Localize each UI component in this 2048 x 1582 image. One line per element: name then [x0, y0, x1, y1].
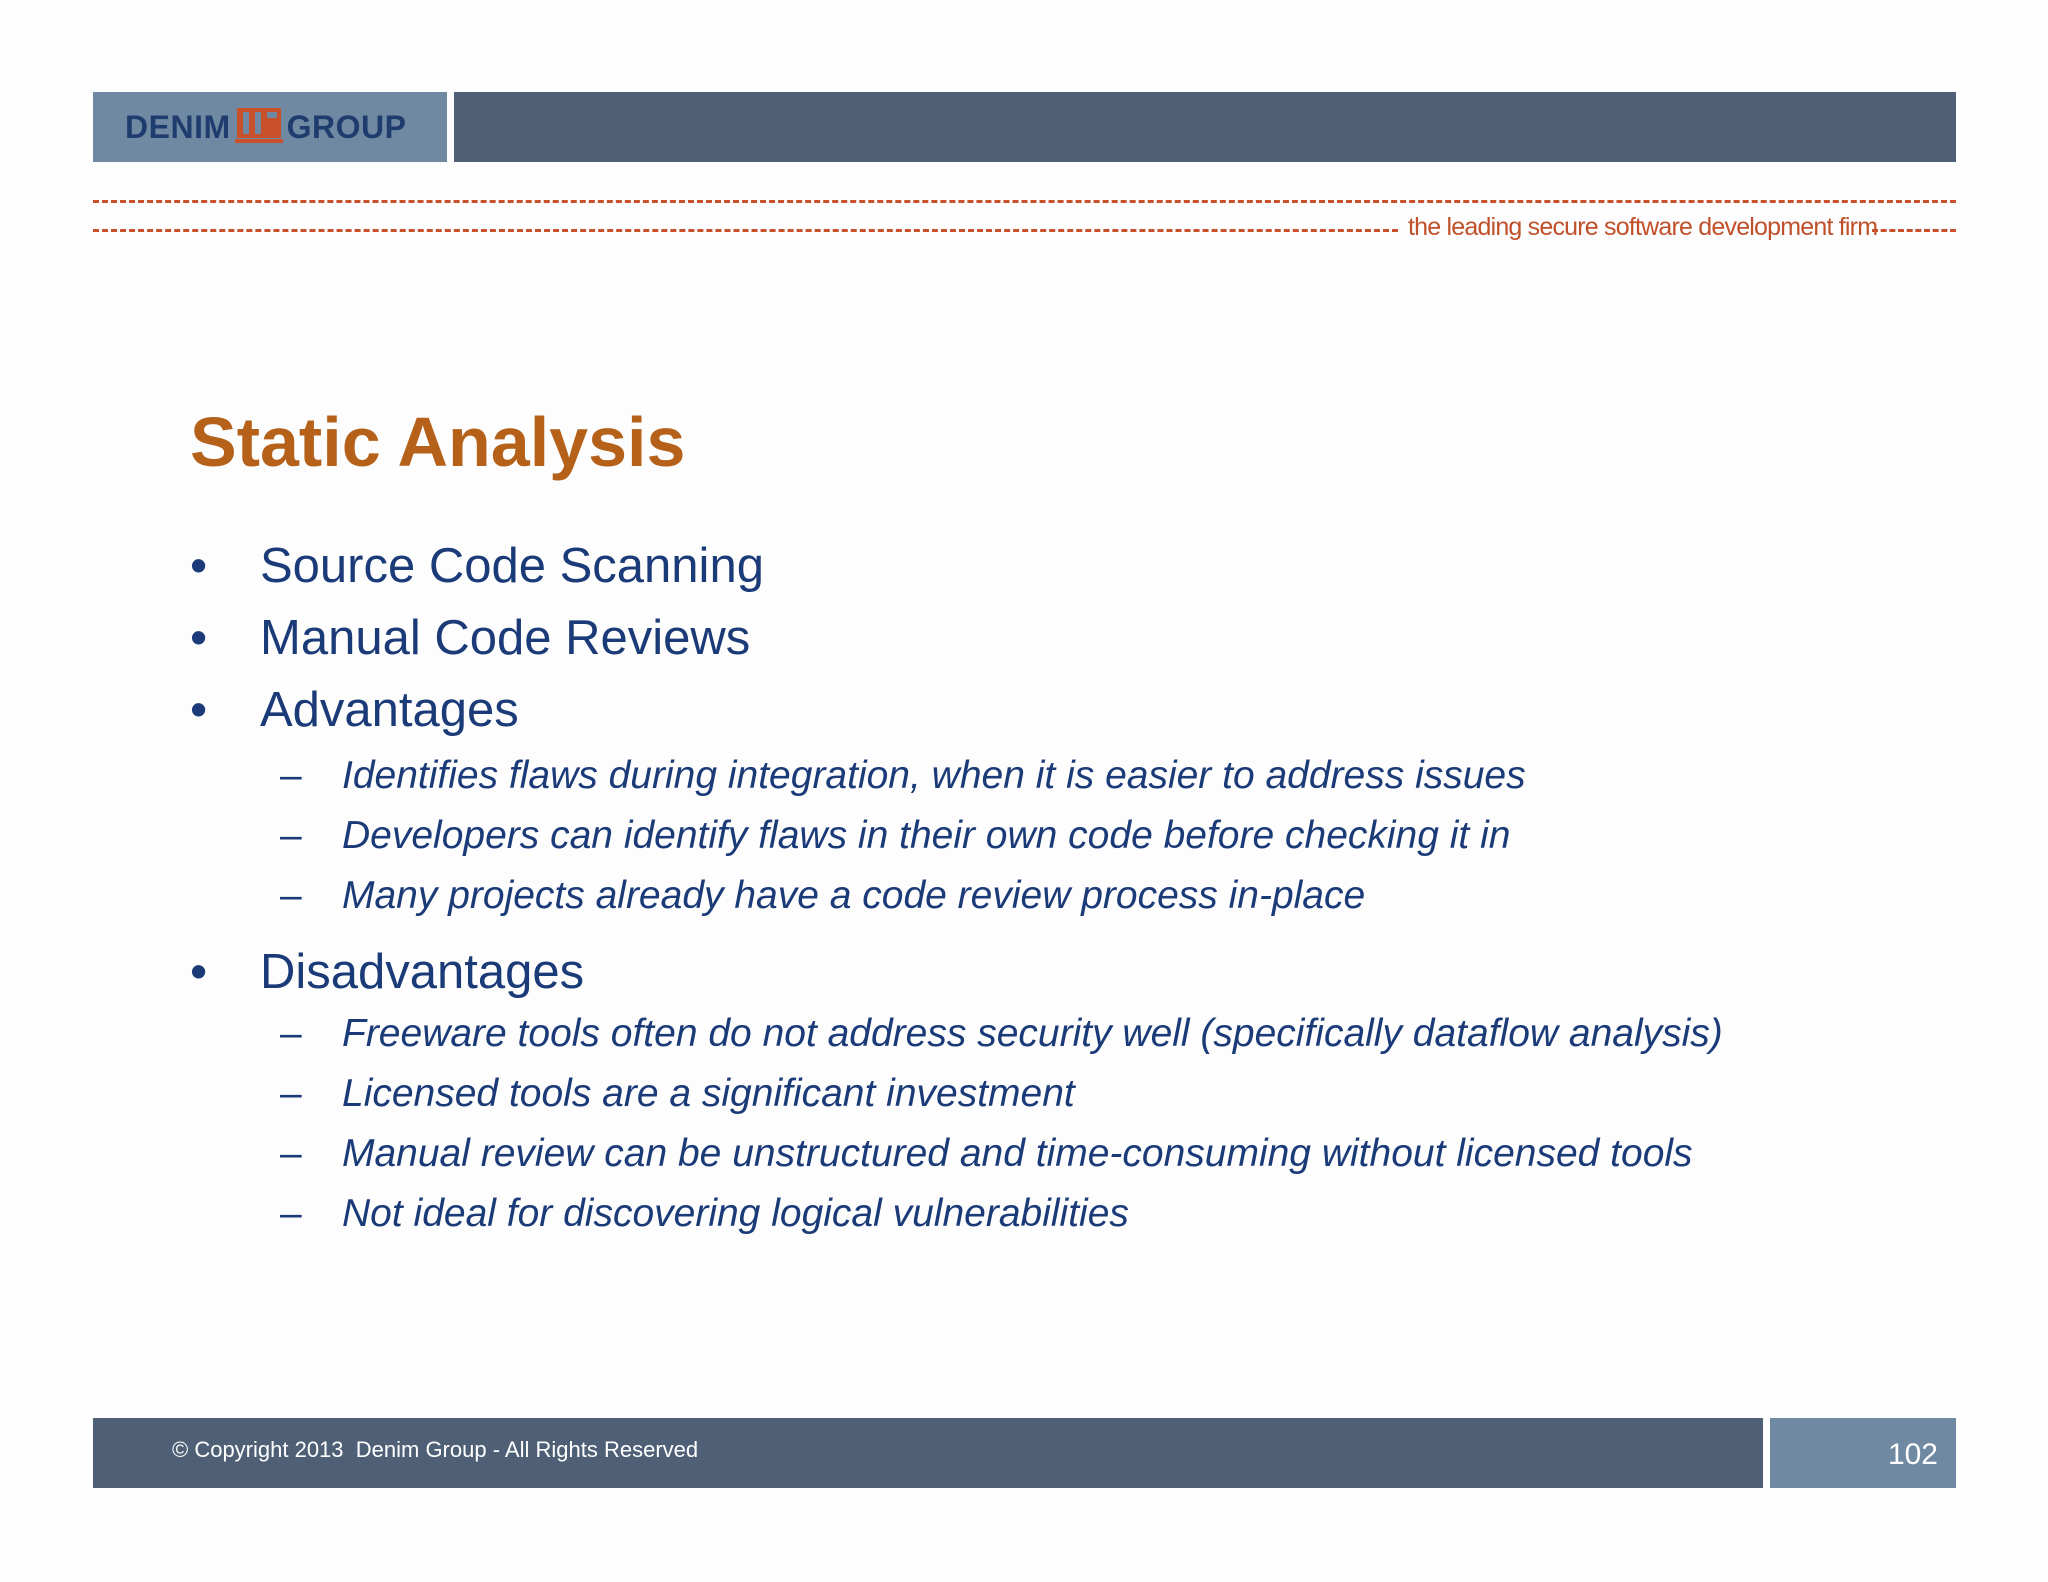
sub-bullet-item — [190, 1072, 1890, 1132]
sub-bullet-text: Licensed tools are a significant investment — [342, 1072, 1075, 1115]
bullet-icon: • — [190, 945, 208, 999]
sub-bullet-item — [190, 1192, 1890, 1252]
bullet-text: Disadvantages — [260, 945, 585, 999]
sub-bullet-icon: – — [280, 1192, 302, 1235]
sub-bullet-icon: – — [280, 1072, 302, 1115]
header-bar — [454, 92, 1956, 162]
sub-bullet-text: Not ideal for discovering logical vulnerabilities — [342, 1192, 1129, 1235]
sub-bullet-icon: – — [280, 1012, 302, 1055]
bullet-icon: • — [190, 611, 208, 665]
header-divider — [93, 229, 1398, 232]
sub-bullet-icon: – — [280, 1132, 302, 1175]
sub-bullet-item — [190, 754, 1890, 814]
company-logo — [93, 92, 447, 162]
sub-bullet-item — [190, 814, 1890, 874]
bullet-text: Manual Code Reviews — [260, 611, 751, 665]
logo-mark-icon — [235, 106, 283, 144]
bullet-item — [190, 944, 1890, 1012]
bullet-text: Advantages — [260, 683, 519, 737]
page-number-box — [1770, 1418, 1956, 1488]
bullet-icon: • — [190, 683, 208, 737]
sub-bullet-text: Identifies flaws during integration, when it is easier to address issues — [342, 754, 1526, 797]
sub-bullet-item — [190, 1012, 1890, 1072]
sub-bullet-icon: – — [280, 754, 302, 797]
sub-bullet-text: Many projects already have a code review process in-place — [342, 874, 1366, 917]
bullet-item — [190, 538, 1890, 610]
bullet-text: Source Code Scanning — [260, 539, 764, 593]
sub-bullet-text: Manual review can be unstructured and time-consuming without licensed tools — [342, 1132, 1693, 1175]
sub-bullet-text: Developers can identify flaws in their own code before checking it in — [342, 814, 1511, 857]
logo-text-right: GROUP — [286, 108, 407, 145]
bullet-item — [190, 682, 1890, 754]
sub-bullet-item — [190, 1132, 1890, 1192]
logo-text-left: DENIM — [125, 108, 231, 145]
sub-bullet-text: Freeware tools often do not address security well (specifically dataflow analysis) — [342, 1012, 1723, 1055]
slide-title: Static Analysis — [190, 403, 686, 481]
page-number: 102 — [1887, 1438, 1938, 1471]
tagline: the leading secure software development firm — [1408, 213, 1878, 241]
bullet-icon: • — [190, 539, 208, 593]
header-divider — [93, 200, 1956, 203]
bullet-item — [190, 610, 1890, 682]
sub-bullet-icon: – — [280, 874, 302, 917]
sub-bullet-item — [190, 874, 1890, 944]
slide-content — [190, 538, 1890, 1252]
sub-bullet-icon: – — [280, 814, 302, 857]
copyright-text: © Copyright 2013 Denim Group - All Rights Reserved — [172, 1437, 699, 1462]
header-divider — [1872, 229, 1956, 232]
